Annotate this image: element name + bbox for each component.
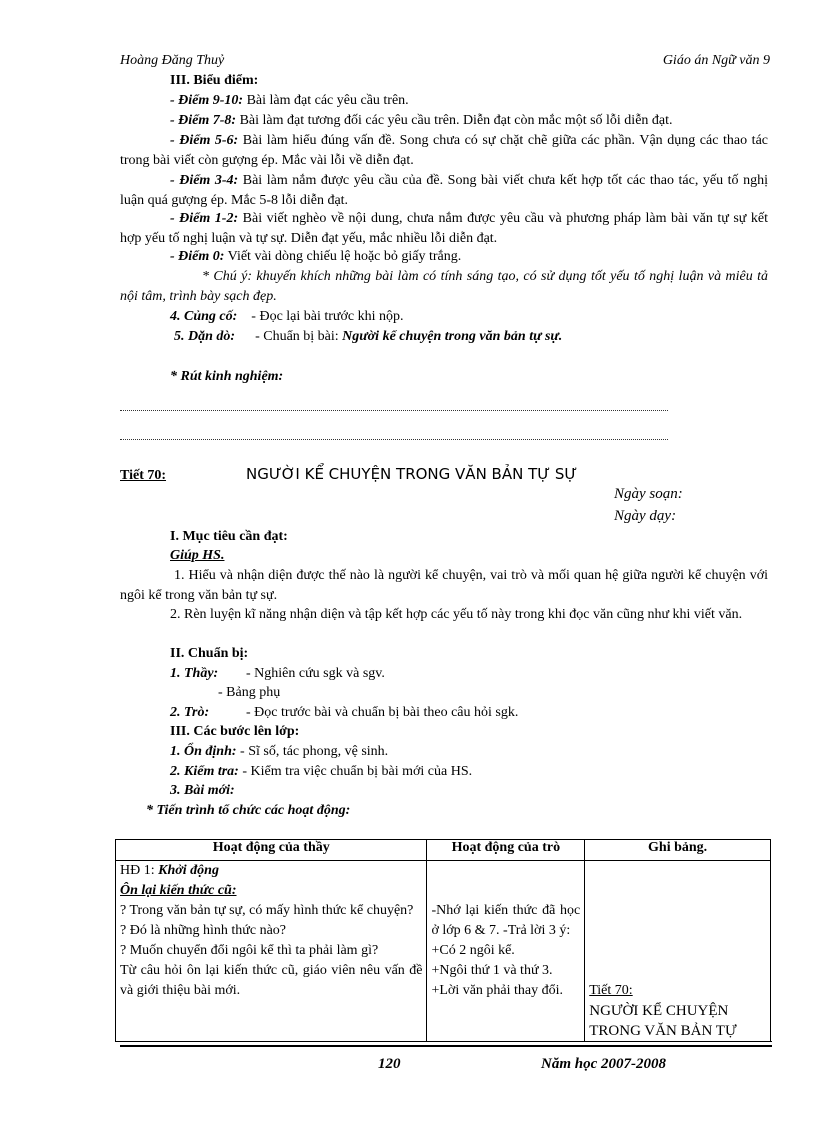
score-label: - Điểm 3-4: [170, 173, 239, 188]
ngay-soan: Ngày soạn: [614, 486, 683, 502]
score-label: - Điểm 0: [170, 249, 225, 264]
chuan-bi-heading: II. Chuẩn bị: [170, 646, 249, 661]
cung-co-label: 4. Củng cố: [170, 309, 238, 324]
scoring-note: * Chú ý: khuyến khích những bài làm có tính sáng tạo, có sử dụng tốt yếu tố nghị luận và miêu tả nội tâm, trình bày sạch đẹp. [120, 269, 768, 304]
teacher-line: ? Trong văn bản tự sự, có mấy hình thức kể chuyện? [120, 903, 414, 918]
ngay-day: Ngày dạy: [614, 508, 677, 524]
muc-tieu-2: 2. Rèn luyện kĩ năng nhận diện và tập kết hợp các yếu tố này trong khi đọc văn cũng như khi viết văn. [170, 607, 743, 622]
score-label: - Điểm 9-10: [170, 93, 244, 108]
student-line: -Nhớ lại kiến thức đã học ở lớp 6 & 7. -Trả lời 3 ý: [431, 903, 581, 938]
footer-rule-thick [120, 1045, 772, 1047]
score-text: Viết vài dòng chiếu lệ hoặc bỏ giấy trắng. [224, 249, 462, 264]
score-9-10 [170, 92, 409, 110]
muc-tieu-heading: I. Mục tiêu cần đạt: [170, 529, 288, 544]
score-label: - Điểm 1-2: [170, 211, 239, 226]
score-3-4 [120, 171, 768, 211]
score-7-8 [170, 112, 673, 130]
student-line: +Ngôi thứ 1 và thứ 3. [431, 963, 553, 978]
on-dinh [170, 743, 388, 761]
muc-tieu-1: 1. Hiểu và nhận diện được thế nào là người kể chuyện, vai trò và mối quan hệ giữa người kể chuyện với ngôi kể trong văn bản tự sự. [120, 568, 768, 603]
cung-co-text: - Đọc lại bài trước khi nộp. [251, 309, 404, 324]
score-text: Bài viết nghèo về nội dung, chưa nắm được yêu cầu và phương pháp làm bài văn tự sự kết hợp yếu tố nghị luận và tự sự. Diễn đạt yếu, mắc nhiều lỗi diễn đạt. [120, 211, 768, 246]
table-header-row [116, 840, 771, 861]
on-dinh-label: 1. Ổn định: [170, 744, 237, 759]
dotted-line [120, 409, 668, 411]
hd-label: HĐ 1: [120, 863, 159, 878]
dotted-line [120, 438, 668, 440]
student-line: +Có 2 ngôi kể. [431, 943, 515, 958]
tro-label: 2. Trò: [170, 705, 210, 720]
bai-moi: 3. Bài mới: [170, 783, 235, 798]
hd-line [120, 861, 422, 881]
board-title: NGƯỜI KỂ CHUYỆN TRONG VĂN BẢN TỰ [589, 1003, 737, 1039]
col-teacher-header: Hoạt động của thầy [116, 840, 427, 861]
board-cell [585, 861, 771, 1042]
kiem-tra-text: - Kiểm tra việc chuẩn bị bài mới của HS. [238, 764, 473, 779]
kiem-tra-label: 2. Kiểm tra: [170, 764, 239, 779]
bieu-diem-heading: III. Biểu điểm: [170, 73, 259, 88]
header-author: Hoàng Đăng Thuỷ [120, 53, 225, 68]
footer-rule-thin [120, 1041, 772, 1042]
score-1-2 [120, 209, 768, 249]
page-number: 120 [378, 1056, 401, 1072]
student-line: +Lời văn phải thay đổi. [431, 983, 564, 998]
header-subject: Giáo án Ngữ văn 9 [662, 53, 770, 68]
col-board-header: Ghi bảng. [585, 840, 771, 861]
dan-do-lesson: Người kể chuyện trong văn bản tự sự. [342, 329, 563, 344]
tien-trinh: * Tiến trình tổ chức các hoạt động: [146, 803, 351, 818]
table-row [116, 861, 771, 1042]
thay-item-1: - Nghiên cứu sgk và sgv. [246, 666, 385, 681]
review-heading: Ôn lại kiến thức cũ: [120, 883, 237, 898]
teacher-line: Từ câu hỏi ôn lại kiến thức cũ, giáo viên nêu vấn đề và giới thiệu bài mới. [120, 963, 423, 998]
lesson-number: Tiết 70: [120, 468, 167, 483]
score-text: Bài làm hiểu đúng vấn đề. Song chưa có sự chặt chẽ giữa các phần. Vận dụng các thao tác trong bài viết còn gượng ép. Mắc vài lỗi về diễn đạt. [120, 133, 768, 168]
muc-tieu-sub: Giúp HS. [170, 548, 225, 563]
school-year: Năm học 2007-2008 [541, 1056, 666, 1072]
rut-kinh-nghiem: * Rút kinh nghiệm: [170, 369, 284, 384]
kiem-tra [170, 763, 472, 781]
score-label: - Điểm 5-6: [170, 133, 239, 148]
hd-title: Khởi động [158, 863, 219, 878]
tro-text: - Đọc trước bài và chuẩn bị bài theo câu hỏi sgk. [246, 705, 519, 720]
dan-do-label: 5. Dặn dò: [174, 329, 236, 344]
col-student-header: Hoạt động của trò [427, 840, 585, 861]
thay-label: 1. Thầy: [170, 666, 219, 681]
thay-item-2: - Bảng phụ [218, 685, 281, 700]
cac-buoc-heading: III. Các bước lên lớp: [170, 724, 300, 739]
on-dinh-text: - Sĩ số, tác phong, vệ sinh. [236, 744, 389, 759]
teacher-line: ? Đó là những hình thức nào? [120, 923, 287, 938]
board-lesson-number: Tiết 70: [589, 983, 633, 998]
score-5-6 [120, 131, 768, 171]
teacher-line: ? Muốn chuyển đổi ngôi kể thì ta phải làm gì? [120, 943, 379, 958]
cung-co [170, 308, 404, 326]
lesson-title: NGƯỜI KỂ CHUYỆN TRONG VĂN BẢN TỰ SỰ [246, 465, 578, 483]
score-text: Bài làm đạt các yêu cầu trên. [243, 93, 409, 108]
score-text: Bài làm nắm được yêu cầu của đề. Song bài viết chưa kết hợp tốt các thao tác, yếu tố nghị luận quá gượng ép. Mắc 5-8 lỗi diễn đạt. [120, 173, 768, 208]
dan-do [174, 328, 562, 346]
teacher-cell [116, 861, 427, 1042]
dan-do-text: - Chuẩn bị bài: [255, 329, 343, 344]
student-cell [427, 861, 585, 1042]
activities-table [115, 839, 771, 1042]
score-text: Bài làm đạt tương đối các yêu cầu trên. Diễn đạt còn mắc một số lỗi diễn đạt. [236, 113, 673, 128]
score-0 [170, 248, 461, 266]
score-label: - Điểm 7-8: [170, 113, 237, 128]
